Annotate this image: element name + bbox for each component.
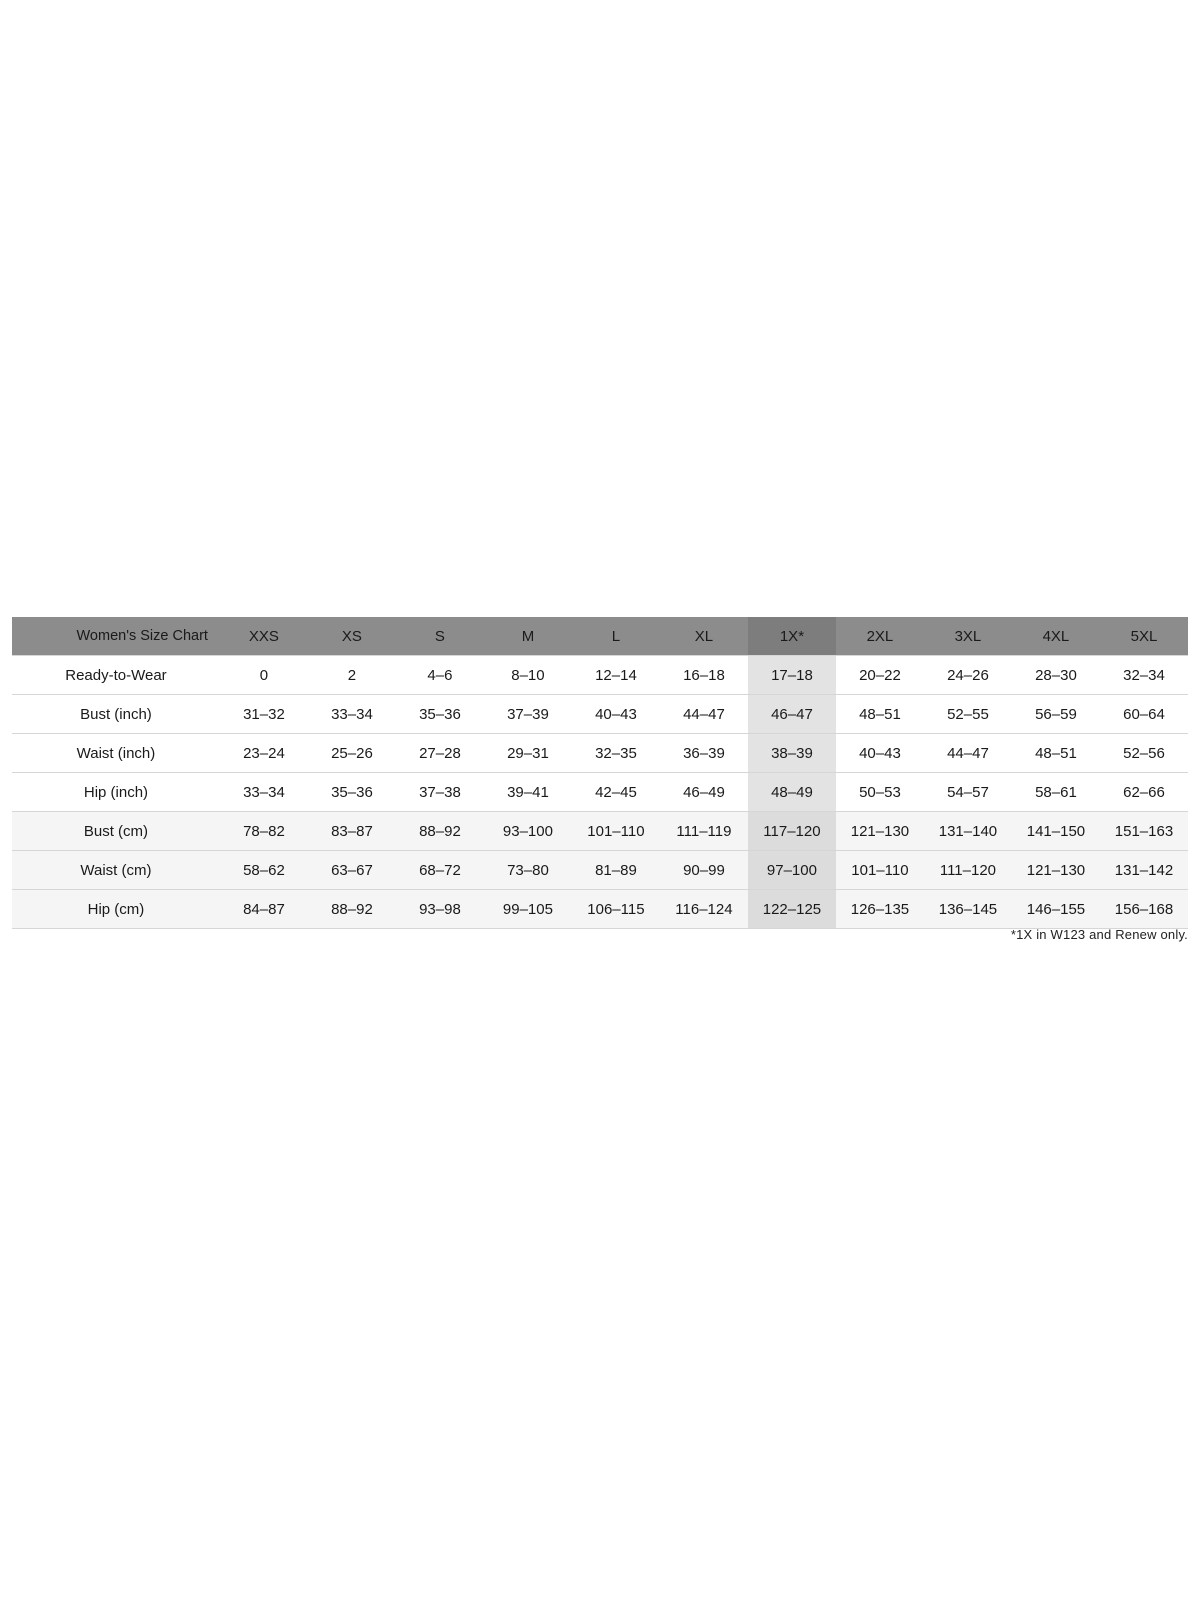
size-header-s: S: [396, 617, 484, 656]
cell: 50–53: [836, 773, 924, 812]
table-row: [12, 890, 1188, 929]
size-header-xs: XS: [308, 617, 396, 656]
cell: 40–43: [836, 734, 924, 773]
cell: 151–163: [1100, 812, 1188, 851]
table-row: [12, 734, 1188, 773]
cell: 46–49: [660, 773, 748, 812]
cell: 83–87: [308, 812, 396, 851]
table-row: [12, 773, 1188, 812]
cell: 39–41: [484, 773, 572, 812]
cell: 121–130: [1012, 851, 1100, 890]
cell: 62–66: [1100, 773, 1188, 812]
cell: 81–89: [572, 851, 660, 890]
row-label-hip-cm: Hip (cm): [12, 890, 220, 929]
cell: 2: [308, 656, 396, 695]
cell: 52–56: [1100, 734, 1188, 773]
cell: 68–72: [396, 851, 484, 890]
cell: 33–34: [220, 773, 308, 812]
cell: 32–34: [1100, 656, 1188, 695]
cell: 32–35: [572, 734, 660, 773]
size-chart-table: [12, 617, 1188, 929]
cell: 136–145: [924, 890, 1012, 929]
cell: 28–30: [1012, 656, 1100, 695]
cell-highlight: 17–18: [748, 656, 836, 695]
cell: 126–135: [836, 890, 924, 929]
cell-highlight: 97–100: [748, 851, 836, 890]
cell: 78–82: [220, 812, 308, 851]
cell: 40–43: [572, 695, 660, 734]
cell: 52–55: [924, 695, 1012, 734]
cell: 48–51: [1012, 734, 1100, 773]
row-label-ready-to-wear: Ready-to-Wear: [12, 656, 220, 695]
header-row: [12, 617, 1188, 656]
cell: 111–119: [660, 812, 748, 851]
table-header: [12, 617, 1188, 656]
cell: 42–45: [572, 773, 660, 812]
cell: 27–28: [396, 734, 484, 773]
chart-footnote: *1X in W123 and Renew only.: [1010, 927, 1188, 942]
size-header-l: L: [572, 617, 660, 656]
cell: 141–150: [1012, 812, 1100, 851]
cell: 54–57: [924, 773, 1012, 812]
cell-highlight: 46–47: [748, 695, 836, 734]
row-label-waist-inch: Waist (inch): [12, 734, 220, 773]
chart-title: Women's Size Chart: [12, 617, 220, 656]
cell: 31–32: [220, 695, 308, 734]
cell: 146–155: [1012, 890, 1100, 929]
cell: 23–24: [220, 734, 308, 773]
cell: 35–36: [308, 773, 396, 812]
cell: 37–39: [484, 695, 572, 734]
cell-highlight: 117–120: [748, 812, 836, 851]
size-header-5xl: 5XL: [1100, 617, 1188, 656]
cell: 4–6: [396, 656, 484, 695]
cell: 156–168: [1100, 890, 1188, 929]
cell: 37–38: [396, 773, 484, 812]
cell: 131–142: [1100, 851, 1188, 890]
cell: 20–22: [836, 656, 924, 695]
cell: 101–110: [572, 812, 660, 851]
cell: 56–59: [1012, 695, 1100, 734]
cell-highlight: 122–125: [748, 890, 836, 929]
size-header-xl: XL: [660, 617, 748, 656]
size-header-2xl: 2XL: [836, 617, 924, 656]
cell: 63–67: [308, 851, 396, 890]
cell: 29–31: [484, 734, 572, 773]
row-label-hip-inch: Hip (inch): [12, 773, 220, 812]
cell: 12–14: [572, 656, 660, 695]
size-header-m: M: [484, 617, 572, 656]
size-header-3xl: 3XL: [924, 617, 1012, 656]
cell-highlight: 38–39: [748, 734, 836, 773]
size-header-4xl: 4XL: [1012, 617, 1100, 656]
cell: 101–110: [836, 851, 924, 890]
cell: 88–92: [396, 812, 484, 851]
cell: 48–51: [836, 695, 924, 734]
cell: 36–39: [660, 734, 748, 773]
cell: 93–100: [484, 812, 572, 851]
cell: 16–18: [660, 656, 748, 695]
cell: 93–98: [396, 890, 484, 929]
table-row: [12, 695, 1188, 734]
cell: 84–87: [220, 890, 308, 929]
cell: 35–36: [396, 695, 484, 734]
cell: 25–26: [308, 734, 396, 773]
size-header-1x: 1X*: [748, 617, 836, 656]
cell: 73–80: [484, 851, 572, 890]
size-chart-container: [12, 617, 1188, 929]
cell: 33–34: [308, 695, 396, 734]
size-header-xxs: XXS: [220, 617, 308, 656]
cell: 106–115: [572, 890, 660, 929]
row-label-waist-cm: Waist (cm): [12, 851, 220, 890]
cell: 88–92: [308, 890, 396, 929]
cell: 58–62: [220, 851, 308, 890]
cell-highlight: 48–49: [748, 773, 836, 812]
cell: 131–140: [924, 812, 1012, 851]
cell: 24–26: [924, 656, 1012, 695]
cell: 99–105: [484, 890, 572, 929]
cell: 60–64: [1100, 695, 1188, 734]
table-row: [12, 851, 1188, 890]
table-row: [12, 656, 1188, 695]
cell: 116–124: [660, 890, 748, 929]
cell: 44–47: [924, 734, 1012, 773]
row-label-bust-cm: Bust (cm): [12, 812, 220, 851]
cell: 121–130: [836, 812, 924, 851]
cell: 111–120: [924, 851, 1012, 890]
cell: 8–10: [484, 656, 572, 695]
cell: 0: [220, 656, 308, 695]
cell: 44–47: [660, 695, 748, 734]
cell: 90–99: [660, 851, 748, 890]
table-row: [12, 812, 1188, 851]
table-body: [12, 656, 1188, 929]
row-label-bust-inch: Bust (inch): [12, 695, 220, 734]
cell: 58–61: [1012, 773, 1100, 812]
